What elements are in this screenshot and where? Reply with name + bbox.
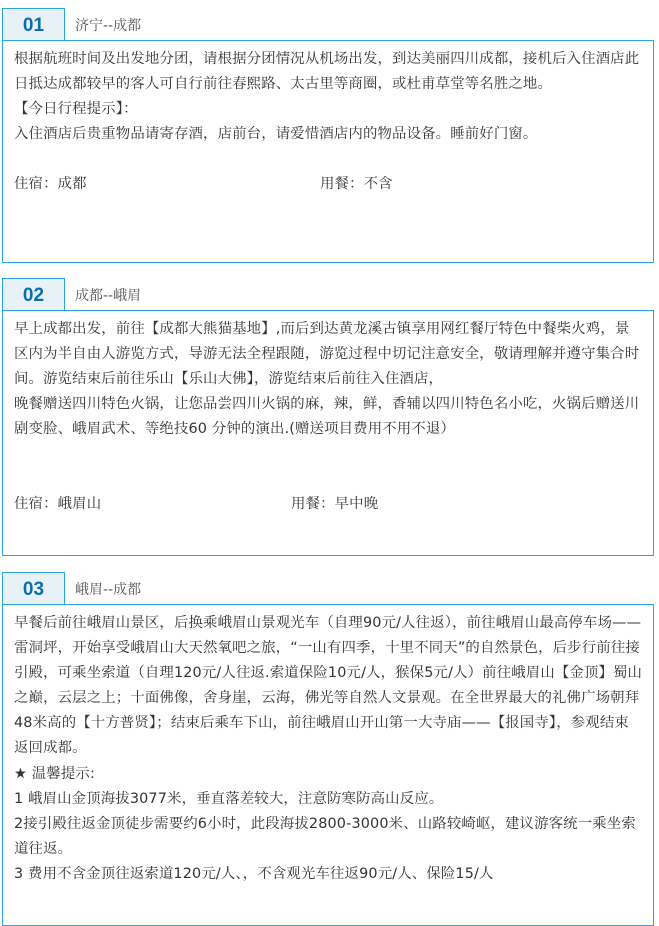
meals-info: 用餐：早中晚 [291, 496, 379, 513]
itinerary-paragraph: 入住酒店后贵重物品请寄存酒，店前台，请爱惜酒店内的物品设备。睡前好门窗。 [14, 126, 538, 143]
itinerary-paragraph: 根据航班时间及出发地分团，请根据分团情况从机场出发，到达美丽四川成都，接机后入住酒店此日抵达成都较早的客人可自行前往春熙路、太古里等商圈，或杜甫草堂等名胜之地。 [14, 51, 640, 93]
stay-meals-row [14, 172, 643, 197]
itinerary-paragraph: 早餐后前往峨眉山景区，后换乘峨眉山景观光车（自理90元/人往返），前往峨眉山最高停车场——雷洞坪，开始享受峨眉山大天然氧吧之旅，“一山有四季，十里不同天”的自然景色，后步行前往接引殿，可乘坐索道（自理120元/人往返.索道保险10元/人，猴保5元/人）前往峨眉山【金顶】蜀山之巅，云层之上；十面佛像，舍身崖，云海，佛光等自然人文景观。在全世界最大的礼佛广场朝拜48米高的【十方普贤】；结束后乘车下山，前往峨眉山开山第一大寺庙——【报国寺】，参观结束返回成都。 [14, 615, 643, 757]
day-block-3 [2, 568, 654, 926]
meals-info: 用餐：不含 [320, 176, 393, 193]
day-route-title: 成都--峨眉 [75, 288, 142, 304]
tips-heading: 【今日行程提示】： [14, 101, 138, 118]
itinerary-paragraph: 早上成都出发，前往【成都大熊猫基地】,而后到达黄龙溪古镇享用网红餐厅特色中餐柴火鸡，景区内为半自由人游览方式，导游无法全程跟随，游览过程中切记注意安全，敬请理解并遵守集合时间。游览结束后前往乐山【乐山大佛】，游览结束后前往入住酒店， [14, 321, 640, 388]
day-content [2, 605, 654, 926]
day-content [2, 41, 654, 263]
day-number-badge: 01 [2, 8, 65, 40]
day-header [2, 568, 654, 605]
day-header [2, 274, 654, 311]
accommodation-info: 住宿：成都 [14, 176, 87, 193]
stay-meals-row [14, 492, 643, 517]
day-header [2, 4, 654, 41]
day-block-2 [2, 274, 654, 556]
tip-item: 1 峨眉山金顶海拔3077米，垂直落差较大，注意防寒防高山反应。 [14, 790, 444, 807]
day-number-badge: 03 [2, 572, 65, 604]
tips-heading: ★ 温馨提示: [14, 765, 95, 782]
accommodation-info: 住宿：峨眉山 [14, 496, 102, 513]
itinerary-paragraph: 晚餐赠送四川特色火锅，让您品尝四川火锅的麻，辣，鲜，香辅以四川特色名小吃，火锅后赠送川剧变脸、峨眉武术、等绝技60 分钟的演出.(赠送项目费用不用不退） [14, 396, 640, 438]
day-route-title: 济宁--成都 [75, 18, 142, 34]
day-block-1 [2, 4, 654, 263]
day-route-title: 峨眉--成都 [75, 582, 142, 598]
day-number-badge: 02 [2, 278, 65, 310]
tip-item: 2接引殿往返金顶徒步需要约6小时，此段海拔2800-3000米、山路较崎岖，建议游客统一乘坐索道往返。 [14, 815, 636, 857]
day-content [2, 311, 654, 556]
tip-item: 3 费用不含金顶往返索道120元/人、，不含观光车往返90元/人、保险15/人 [14, 865, 494, 882]
